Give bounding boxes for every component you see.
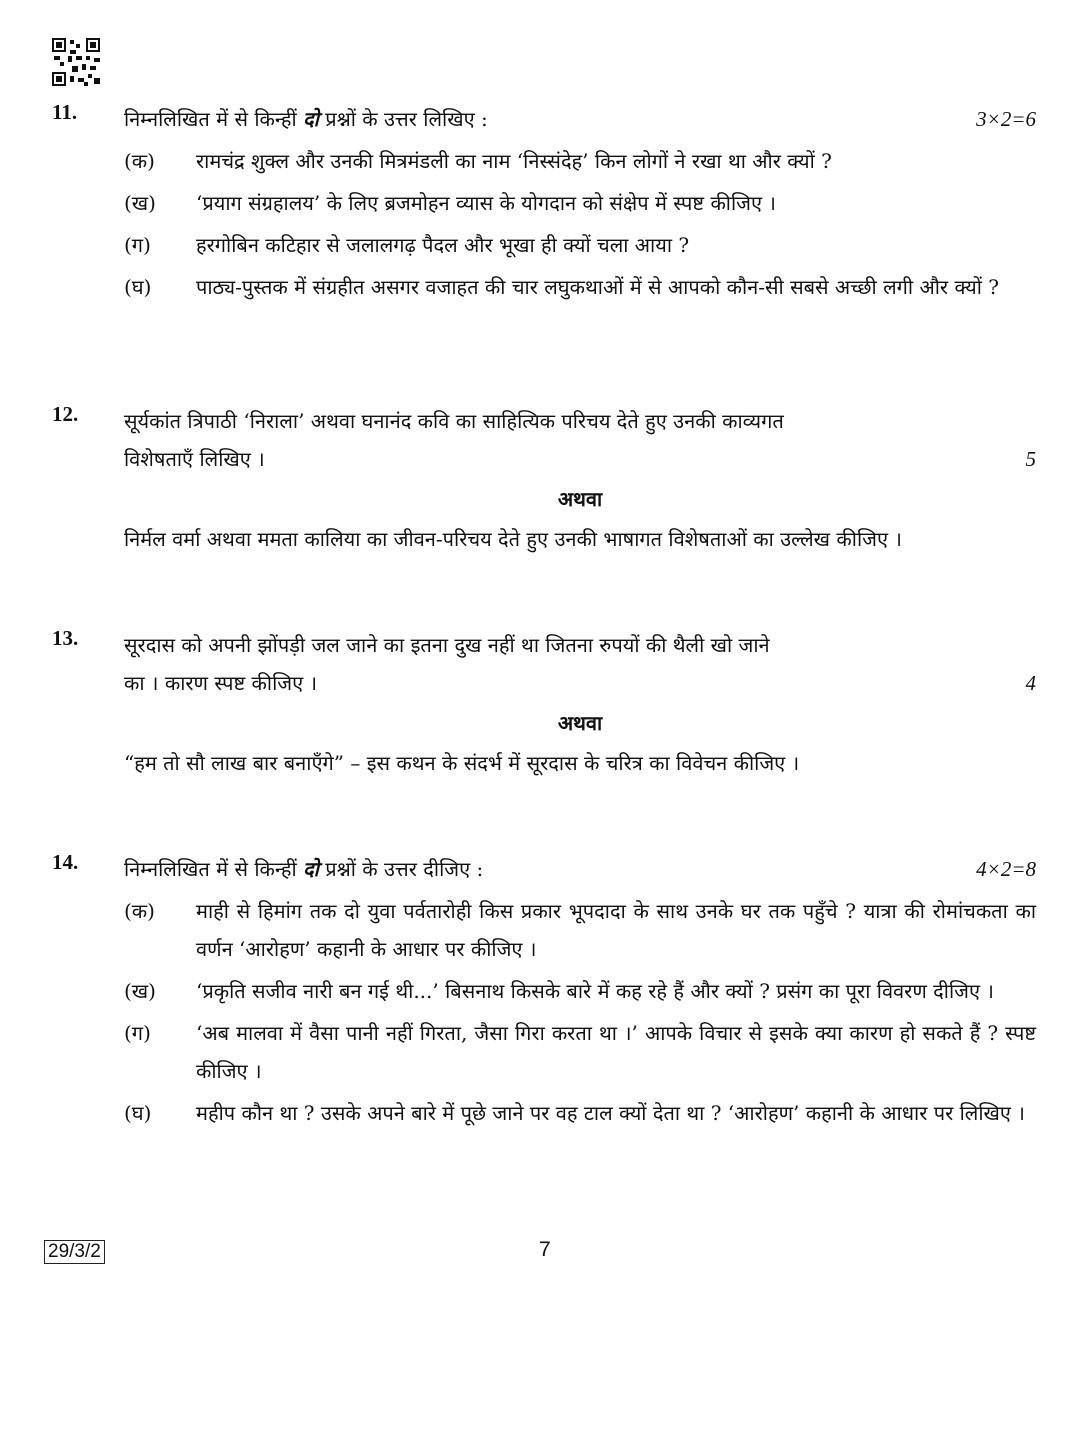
sub-question: (ग) ‘अब मालवा में वैसा पानी नहीं गिरता, जैसा गिरा करता था ।’ आपके विचार से इसके क्या कारण हो सकते हैं ? स्पष्ट कीजिए । <box>124 1021 1036 1083</box>
question-11 <box>52 100 1036 306</box>
or-separator: अथवा <box>557 487 603 511</box>
question-13 <box>52 626 1036 782</box>
alternative-question: निर्मल वर्मा अथवा ममता कालिया का जीवन-परिचय देते हुए उनकी भाषागत विशेषताओं का उल्लेख कीजिए । <box>124 527 902 551</box>
sub-question: (घ) पाठ्य-पुस्तक में संग्रहीत असगर वजाहत की चार लघुकथाओं में से आपको कौन-सी सबसे अच्छी लगी और क्यों ? <box>124 275 1000 299</box>
question-number: 12. <box>52 402 79 426</box>
question-prompt: निम्नलिखित में से किन्हीं दो प्रश्नों के उत्तर दीजिए : <box>124 857 484 881</box>
question-14 <box>52 850 1036 1132</box>
qr-code-icon <box>52 38 100 86</box>
question-text: सूर्यकांत त्रिपाठी ‘निराला’ अथवा घनानंद कवि का साहित्यिक परिचय देते हुए उनकी काव्यगत <box>124 409 784 433</box>
or-separator: अथवा <box>557 711 603 735</box>
page-number: 7 <box>539 1238 551 1261</box>
marks: 4×2=8 <box>976 857 1036 881</box>
question-number: 11. <box>52 100 78 124</box>
marks: 3×2=6 <box>976 107 1036 131</box>
marks: 4 <box>1025 671 1036 695</box>
sub-question: (ख) ‘प्रयाग संग्रहालय’ के लिए ब्रजमोहन व्यास के योगदान को संक्षेप में स्पष्ट कीजिए । <box>124 191 777 215</box>
sub-question: (ख) ‘प्रकृति सजीव नारी बन गई थी...’ बिसनाथ किसके बारे में कह रहे हैं और क्यों ? प्रसंग का पूरा विवरण दीजिए । <box>124 979 994 1003</box>
question-number: 14. <box>52 850 79 874</box>
question-text: सूरदास को अपनी झोंपड़ी जल जाने का इतना दुख नहीं था जितना रुपयों की थैली खो जाने <box>124 633 770 657</box>
sub-question: (घ) महीप कौन था ? उसके अपने बारे में पूछे जाने पर वह टाल क्यों देता था ? ‘आरोहण’ कहानी के आधार पर लिखिए । <box>124 1101 1025 1125</box>
question-prompt: निम्नलिखित में से किन्हीं दो प्रश्नों के उत्तर लिखिए : <box>124 107 488 131</box>
marks: 5 <box>1025 447 1036 471</box>
question-12 <box>52 402 1036 558</box>
paper-code: 29/3/2 <box>44 1240 105 1264</box>
sub-question: (क) माही से हिमांग तक दो युवा पर्वतारोही किस प्रकार भूपदादा के साथ उनके घर तक पहुँचे ? यात्रा की रोमांचकता का वर्णन ‘आरोहण’ कहानी के आधार पर कीजिए । <box>124 899 1036 961</box>
sub-question: (क) रामचंद्र शुक्ल और उनकी मित्रमंडली का नाम ‘निस्संदेह’ किन लोगों ने रखा था और क्यों ? <box>124 149 832 173</box>
question-number: 13. <box>52 626 79 650</box>
question-text: विशेषताएँ लिखिए । <box>124 447 265 471</box>
question-text: का । कारण स्पष्ट कीजिए । <box>124 671 318 695</box>
alternative-question: “हम तो सौ लाख बार बनाएँगे” – इस कथन के संदर्भ में सूरदास के चरित्र का विवेचन कीजिए । <box>124 751 800 775</box>
sub-question: (ग) हरगोबिन कटिहार से जलालगढ़ पैदल और भूखा ही क्यों चला आया ? <box>124 233 690 257</box>
